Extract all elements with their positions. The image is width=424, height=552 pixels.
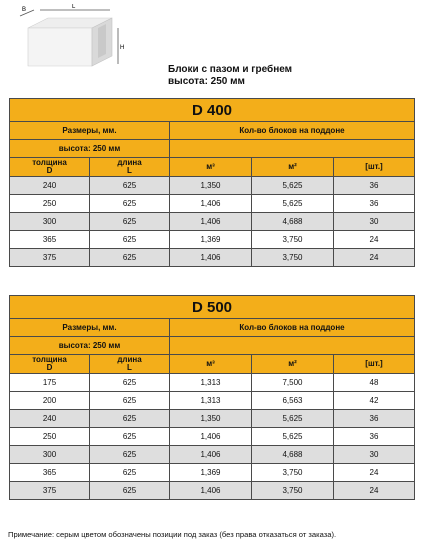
table-row	[10, 195, 415, 213]
table-cell: 625	[90, 195, 170, 213]
table-cell: 1,406	[170, 249, 252, 267]
table-cell: 1,406	[170, 213, 252, 231]
table-cell: 200	[10, 392, 90, 410]
table-cell: 4,688	[252, 446, 334, 464]
table-height-row	[10, 140, 415, 158]
table-cell: 1,406	[170, 428, 252, 446]
table-row	[10, 446, 415, 464]
table-cell: 42	[334, 392, 415, 410]
table-cell: 365	[10, 231, 90, 249]
dimension-label-h: H	[120, 45, 125, 51]
table-d400	[9, 98, 415, 267]
table-height-row	[10, 337, 415, 355]
table-row	[10, 392, 415, 410]
dimension-label-b: B	[22, 7, 27, 13]
count-header: Кол-во блоков на поддоне	[170, 319, 415, 337]
table-cell: 4,688	[252, 213, 334, 231]
table-cell: 625	[90, 428, 170, 446]
table-cell: 250	[10, 195, 90, 213]
table-cell: 1,350	[170, 410, 252, 428]
sizes-header: Размеры, мм.	[10, 122, 170, 140]
heading-title: Блоки с пазом и гребнем	[168, 64, 293, 75]
table-cell: 6,563	[252, 392, 334, 410]
table-cell: 625	[90, 410, 170, 428]
column-header: м³	[170, 355, 252, 374]
table-cell: 5,625	[252, 195, 334, 213]
table-cell: 48	[334, 374, 415, 392]
column-header: длина L	[90, 355, 170, 374]
table-cell: 3,750	[252, 482, 334, 500]
table-cell: 36	[334, 410, 415, 428]
table-cell: 36	[334, 177, 415, 195]
dimension-label-l: L	[72, 4, 76, 10]
column-header-row	[10, 355, 415, 374]
table-cell: 1,369	[170, 231, 252, 249]
table-cell: 625	[90, 464, 170, 482]
table-cell: 175	[10, 374, 90, 392]
column-header: толщина D	[10, 158, 90, 177]
height-label: высота: 250 мм	[10, 337, 170, 355]
table-cell: 1,350	[170, 177, 252, 195]
table-cell: 30	[334, 446, 415, 464]
table-cell: 300	[10, 446, 90, 464]
count-header: Кол-во блоков на поддоне	[170, 122, 415, 140]
table-cell: 625	[90, 446, 170, 464]
table-row	[10, 410, 415, 428]
table-cell: 375	[10, 482, 90, 500]
table-row	[10, 464, 415, 482]
table-header-row	[10, 122, 415, 140]
table-cell: 365	[10, 464, 90, 482]
table-row	[10, 428, 415, 446]
table-cell: 3,750	[252, 231, 334, 249]
table-cell: 30	[334, 213, 415, 231]
table-cell: 5,625	[252, 177, 334, 195]
table-cell: 625	[90, 392, 170, 410]
table-row	[10, 231, 415, 249]
table-cell: 1,313	[170, 392, 252, 410]
column-header: длина L	[90, 158, 170, 177]
table-cell: 625	[90, 231, 170, 249]
block-groove	[98, 24, 106, 58]
height-label: высота: 250 мм	[10, 140, 170, 158]
table-cell: 625	[90, 374, 170, 392]
table-cell: 625	[90, 249, 170, 267]
table-title-row	[10, 296, 415, 319]
table-cell: 625	[90, 177, 170, 195]
table-cell: 1,406	[170, 195, 252, 213]
height-row-blank	[170, 337, 415, 355]
table-cell: 5,625	[252, 410, 334, 428]
table-d500	[9, 295, 415, 500]
table-cell: 3,750	[252, 249, 334, 267]
column-header: толщина D	[10, 355, 90, 374]
table-cell: 625	[90, 213, 170, 231]
table-cell: 24	[334, 482, 415, 500]
table-cell: 1,369	[170, 464, 252, 482]
column-header: м³	[170, 158, 252, 177]
table-title: D 400	[10, 99, 415, 122]
table-cell: 36	[334, 428, 415, 446]
table-row	[10, 482, 415, 500]
column-header: м²	[252, 355, 334, 374]
table-cell: 1,406	[170, 482, 252, 500]
table-cell: 1,406	[170, 446, 252, 464]
table-row	[10, 249, 415, 267]
column-header: [шт.]	[334, 158, 415, 177]
table-cell: 3,750	[252, 464, 334, 482]
table-cell: 300	[10, 213, 90, 231]
table-row	[10, 374, 415, 392]
column-header: [шт.]	[334, 355, 415, 374]
table-row	[10, 213, 415, 231]
section-heading	[168, 64, 292, 88]
table-cell: 24	[334, 249, 415, 267]
table-cell: 240	[10, 177, 90, 195]
table-cell: 240	[10, 410, 90, 428]
table-cell: 7,500	[252, 374, 334, 392]
table-cell: 36	[334, 195, 415, 213]
table-cell: 1,313	[170, 374, 252, 392]
table-title-row	[10, 99, 415, 122]
sizes-header: Размеры, мм.	[10, 319, 170, 337]
table-cell: 250	[10, 428, 90, 446]
table-cell: 5,625	[252, 428, 334, 446]
table-cell: 375	[10, 249, 90, 267]
table-cell: 24	[334, 464, 415, 482]
column-header-row	[10, 158, 415, 177]
heading-subtitle: высота: 250 мм	[168, 76, 245, 87]
block-front-face	[28, 28, 92, 66]
table-title: D 500	[10, 296, 415, 319]
footnote: Примечание: серым цветом обозначены позиции под заказ (без права отказаться от заказа).	[8, 530, 337, 539]
column-header: м²	[252, 158, 334, 177]
height-row-blank	[170, 140, 415, 158]
table-header-row	[10, 319, 415, 337]
block-illustration	[18, 4, 130, 68]
table-row	[10, 177, 415, 195]
table-cell: 625	[90, 482, 170, 500]
table-cell: 24	[334, 231, 415, 249]
